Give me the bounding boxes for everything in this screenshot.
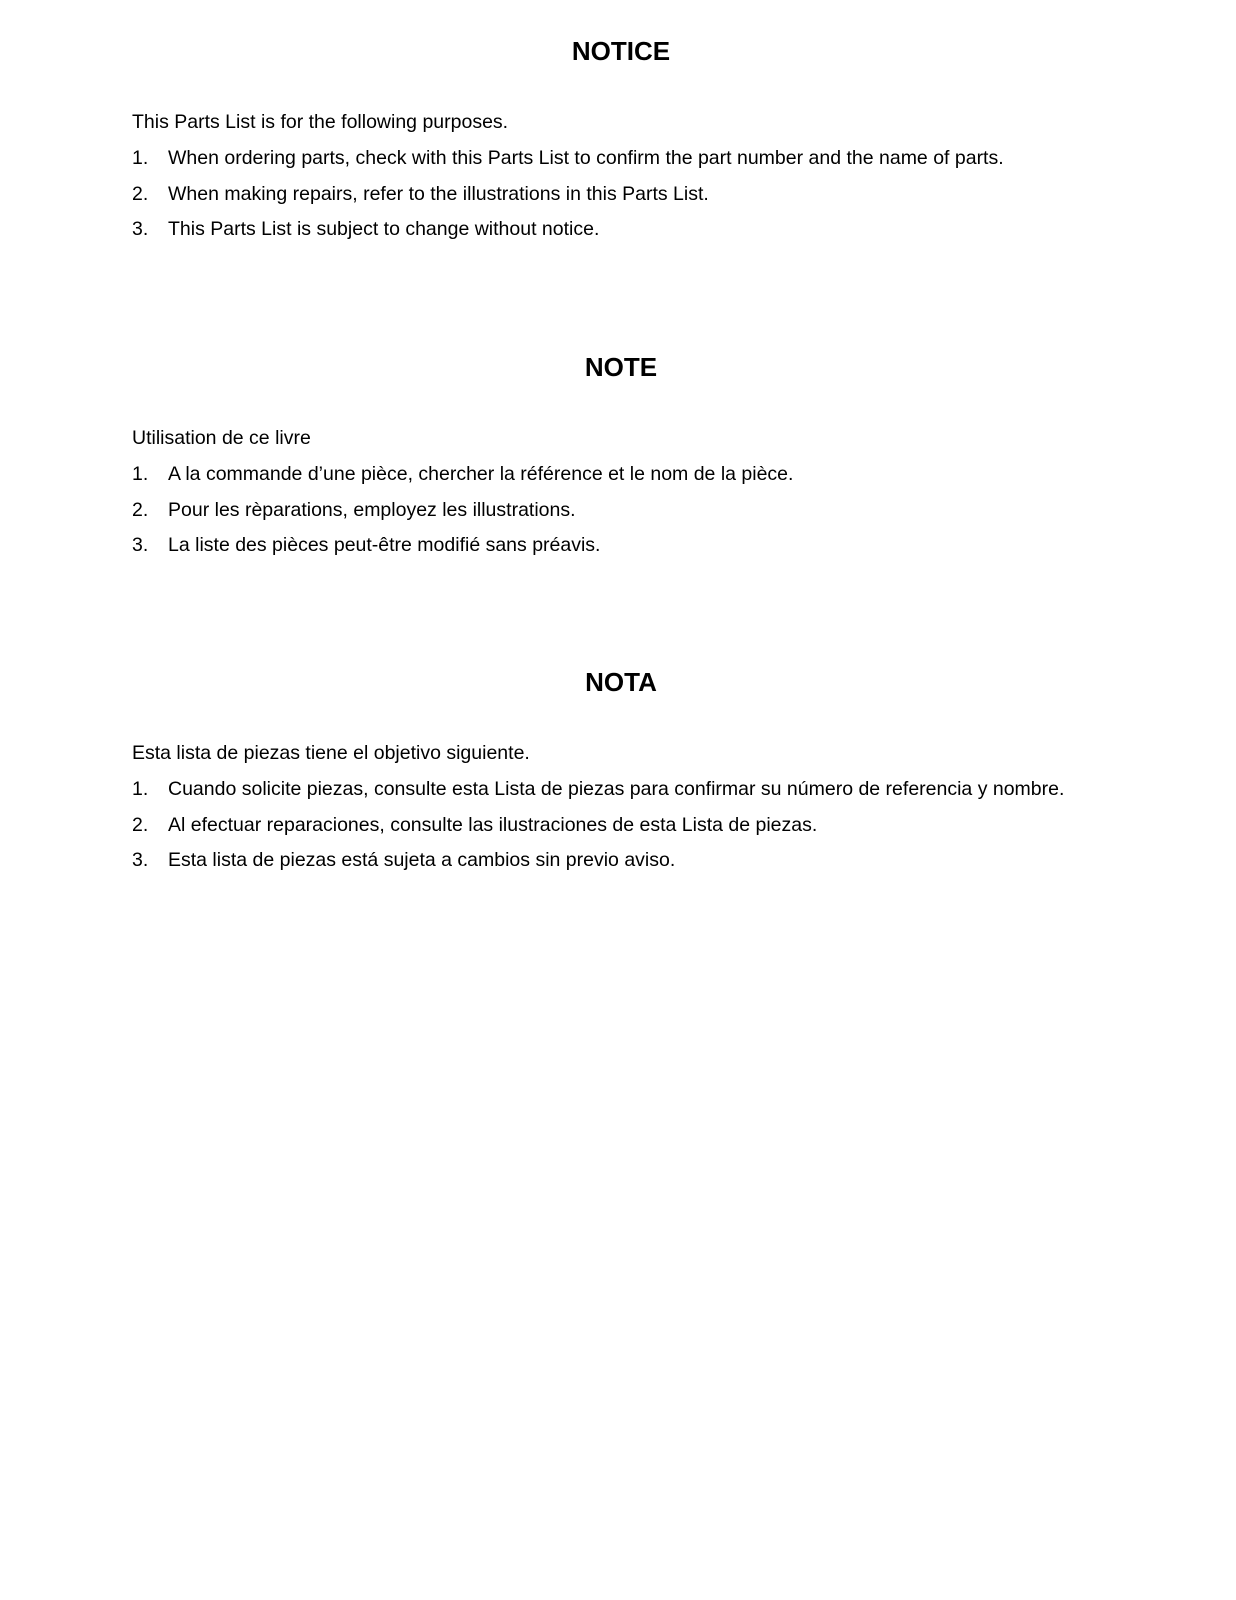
list-item-text: Al efectuar reparaciones, consulte las ilustraciones de esta Lista de piezas.: [168, 813, 818, 836]
list-item-text: A la commande d’une pièce, chercher la référence et le nom de la pièce.: [168, 463, 794, 485]
list-item-number: 3.: [132, 218, 149, 240]
notice-intro: This Parts List is for the following purposes.: [132, 111, 509, 133]
list-item-text: When making repairs, refer to the illustrations in this Parts List.: [168, 182, 709, 205]
nota-intro: Esta lista de piezas tiene el objetivo siguiente.: [132, 742, 530, 764]
note-intro: Utilisation de ce livre: [132, 427, 311, 449]
list-item-text: When ordering parts, check with this Parts List to confirm the part number and the name of parts.: [168, 147, 1004, 169]
notice-heading: NOTICE: [571, 36, 671, 66]
list-item-number: 2.: [132, 498, 149, 521]
list-item-number: 2.: [132, 813, 149, 836]
list-item-number: 3.: [132, 849, 149, 871]
list-item-number: 1.: [132, 147, 149, 169]
note-heading: NOTE: [584, 352, 658, 382]
list-item-number: 3.: [132, 534, 149, 556]
list-item-text: Esta lista de piezas está sujeta a cambios sin previo aviso.: [168, 849, 676, 871]
list-item-number: 1.: [132, 463, 149, 485]
list-item-text: This Parts List is subject to change without notice.: [168, 218, 600, 240]
list-item-text: Pour les rèparations, employez les illustrations.: [168, 498, 576, 521]
list-item-text: La liste des pièces peut-être modifié sans préavis.: [168, 534, 601, 556]
list-item-text: Cuando solicite piezas, consulte esta Lista de piezas para confirmar su número de referencia y nombre.: [168, 778, 1065, 800]
nota-heading: NOTA: [585, 667, 657, 697]
list-item-number: 1.: [132, 778, 149, 800]
list-item-number: 2.: [132, 182, 149, 205]
